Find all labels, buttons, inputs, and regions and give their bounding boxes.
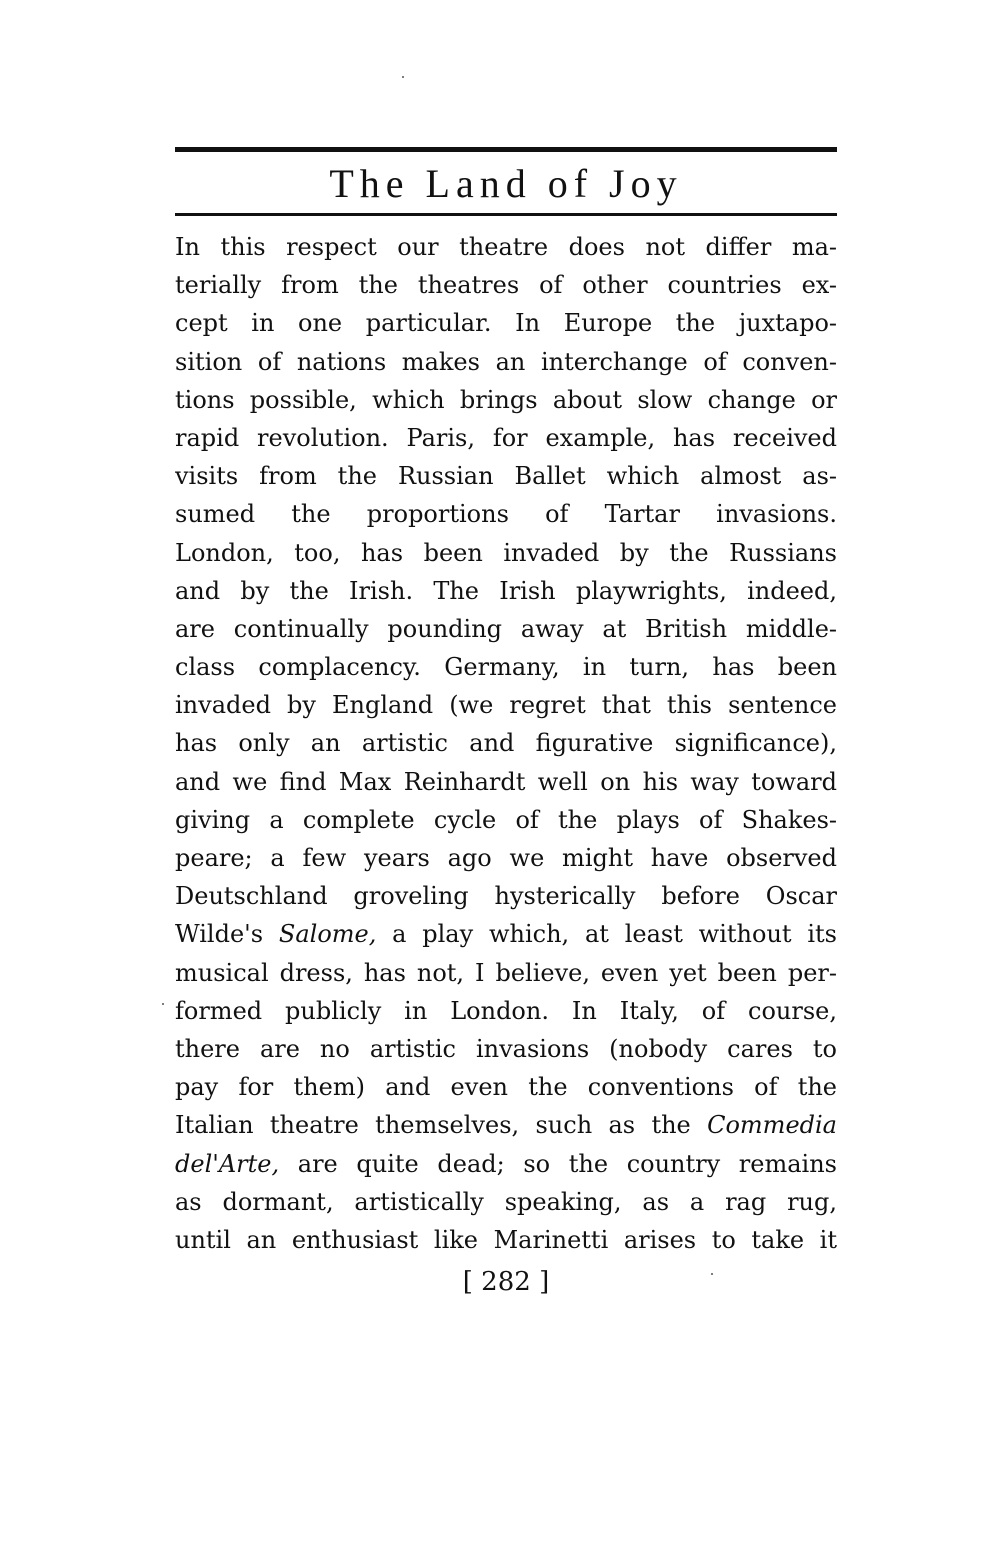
text-line: until an enthusiast like Marinetti arises to take it (175, 1225, 837, 1254)
text-line: London, too, has been invaded by the Russians (175, 538, 837, 567)
text-line: has only an artistic and figurative significance), (175, 729, 837, 758)
body-text (175, 228, 837, 1259)
text-line: and by the Irish. The Irish playwrights, indeed, (175, 576, 837, 605)
page-number: [ 282 ] (462, 1267, 550, 1297)
text-line: and we find Max Reinhardt well on his way toward (175, 767, 837, 796)
italic-title: Salome, (278, 920, 377, 949)
text-line: pay for them) and even the conventions of the (175, 1073, 837, 1102)
text-line: tions possible, which brings about slow change or (175, 385, 837, 414)
header-rule-top (175, 147, 837, 152)
text-line: there are no artistic invasions (nobody cares to (175, 1034, 837, 1063)
scan-speck (402, 76, 404, 78)
text-line: class complacency. Germany, in turn, has been (175, 653, 837, 682)
text-line: terially from the theatres of other countries ex- (175, 271, 837, 300)
text-line: rapid revolution. Paris, for example, has received (175, 423, 837, 452)
text-line: as dormant, artistically speaking, as a rag rug, (175, 1187, 837, 1216)
running-head: The Land of Joy (329, 161, 683, 206)
text-line: are continually pounding away at British middle- (175, 614, 837, 643)
text-line: invaded by England (we regret that this sentence (175, 691, 837, 720)
text-line: Deutschland groveling hysterically before Oscar (175, 882, 837, 911)
text-line: Wilde's Salome, a play which, at least without its (175, 920, 837, 949)
header-rule-bottom (175, 213, 837, 216)
text-line: giving a complete cycle of the plays of Shakes- (175, 805, 837, 834)
text-line: sition of nations makes an interchange of conven- (175, 347, 837, 376)
text-line: In this respect our theatre does not differ ma- (175, 233, 837, 261)
text-line: formed publicly in London. In Italy, of course, (175, 996, 837, 1025)
text-line: visits from the Russian Ballet which almost as- (175, 462, 837, 491)
italic-term: Commedia (707, 1111, 837, 1140)
italic-term: del'Arte, (175, 1149, 280, 1178)
text-line: cept in one particular. In Europe the juxtapo- (175, 309, 837, 338)
text-line: Italian theatre themselves, such as the Commedia (175, 1111, 837, 1140)
text-line: sumed the proportions of Tartar invasions. (175, 500, 837, 529)
text-line: peare; a few years ago we might have observed (175, 844, 837, 872)
text-line: del'Arte, are quite dead; so the country remains (175, 1149, 837, 1178)
text-line: musical dress, has not, I believe, even yet been per- (175, 958, 837, 987)
scan-speck (162, 1003, 164, 1005)
